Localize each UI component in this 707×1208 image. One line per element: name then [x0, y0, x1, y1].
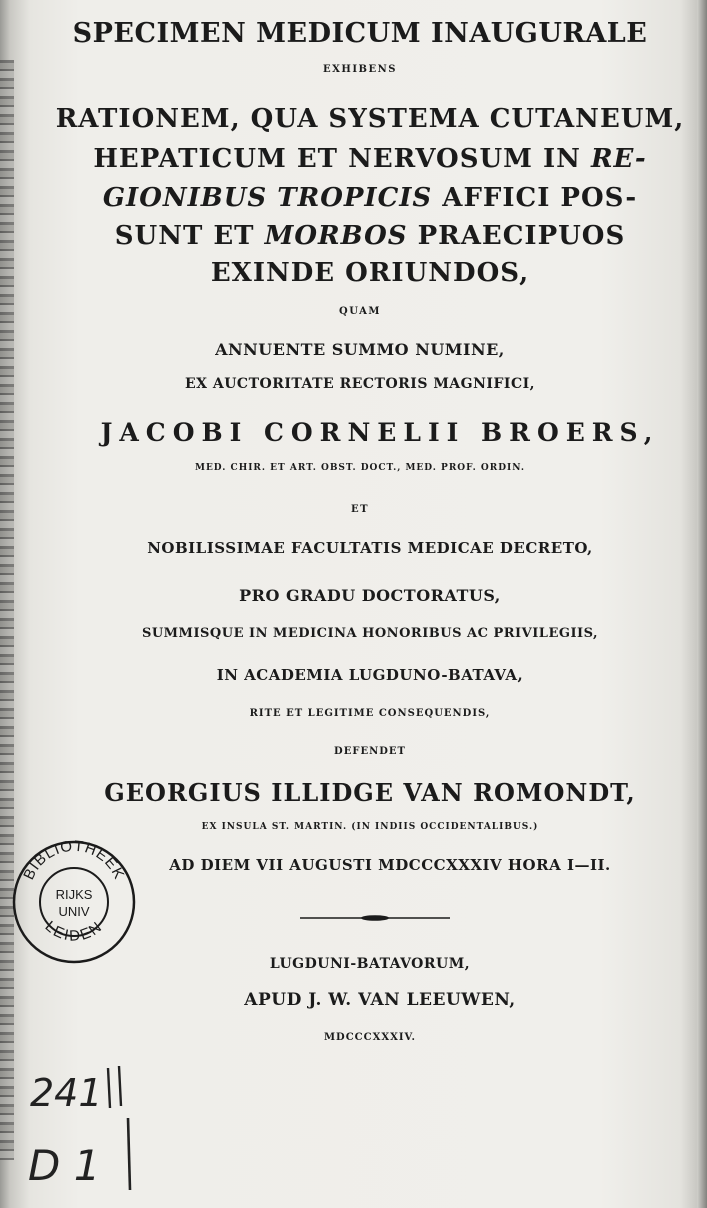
handwritten-shelfmark [24, 1058, 164, 1198]
defendet-label: DEFENDET [334, 746, 406, 757]
library-stamp [10, 838, 138, 966]
rector-titles: MED. CHIR. ET ART. OBST. DOCT., MED. PROF. ORDIN. [194, 463, 526, 473]
year-line: MDCCCXXXIV. [323, 1032, 417, 1043]
svg-text:241: 241 [30, 1071, 103, 1115]
roman-phrase: EXINDE ORIUNDOS, [210, 258, 530, 288]
author-origin: EX INSULA ST. MARTIN. (IN INDIIS OCCIDENTALIBUS.) [201, 822, 539, 832]
svg-text:UNIV: UNIV [58, 904, 90, 919]
et-label: ET [350, 504, 370, 515]
italic-phrase: GIONIBUS TROPICIS [102, 183, 433, 213]
roman-phrase: HEPATICUM ET NERVOSUM IN [93, 144, 591, 174]
subject-line [40, 104, 700, 134]
author-name: GEORGIUS ILLIDGE VAN ROMONDT, [104, 778, 636, 807]
book-spine-shadow [0, 60, 14, 1160]
subject-line [40, 183, 700, 213]
page-edge-shadow [697, 0, 707, 1208]
place-line: LUGDUNI-BATAVORUM, [269, 956, 471, 972]
exhibens-label: EXHIBENS [323, 64, 397, 75]
date-line: AD DIEM VII AUGUSTI MDCCCXXXIV HORA I—II. [169, 856, 611, 874]
subject-line [40, 144, 700, 174]
subject-line [40, 221, 700, 251]
roman-phrase: SUNT ET [114, 221, 265, 251]
facultatis-line: NOBILISSIMAE FACULTATIS MEDICAE DECRETO, [147, 539, 593, 557]
italic-phrase: MORBOS [264, 221, 408, 251]
annuente-line: ANNUENTE SUMMO NUMINE, [215, 340, 505, 359]
rector-name: JACOBI CORNELII BROERS, [100, 418, 660, 447]
svg-text:RIJKS: RIJKS [55, 887, 93, 902]
subject-line [40, 258, 700, 288]
roman-phrase: AFFICI POS- [432, 183, 638, 213]
svg-text:BIBLIOTHEEK: BIBLIOTHEEK [20, 838, 128, 883]
document-title: SPECIMEN MEDICUM INAUGURALE [72, 18, 648, 49]
quam-label: QUAM [339, 306, 381, 317]
publisher-line: APUD J. W. VAN LEEUWEN, [244, 990, 516, 1010]
svg-text:LEIDEN: LEIDEN [41, 917, 107, 945]
rite-line: RITE ET LEGITIME CONSEQUENDIS, [249, 708, 491, 719]
italic-phrase: RE- [590, 144, 647, 174]
ex-auctoritate-line: EX AUCTORITATE RECTORIS MAGNIFICI, [184, 376, 536, 392]
roman-phrase: PRAECIPUOS [407, 221, 626, 251]
roman-phrase: RATIONEM, QUA SYSTEMA CUTANEUM, [55, 104, 685, 134]
pro-gradu-line: PRO GRADU DOCTORATUS, [239, 586, 501, 605]
summisque-line: SUMMISQUE IN MEDICINA HONORIBUS AC PRIVILEGIIS, [141, 626, 599, 641]
in-academia-line: IN ACADEMIA LUGDUNO-BATAVA, [216, 666, 524, 684]
svg-text:D 1: D 1 [28, 1141, 101, 1190]
divider-rule [300, 914, 450, 922]
